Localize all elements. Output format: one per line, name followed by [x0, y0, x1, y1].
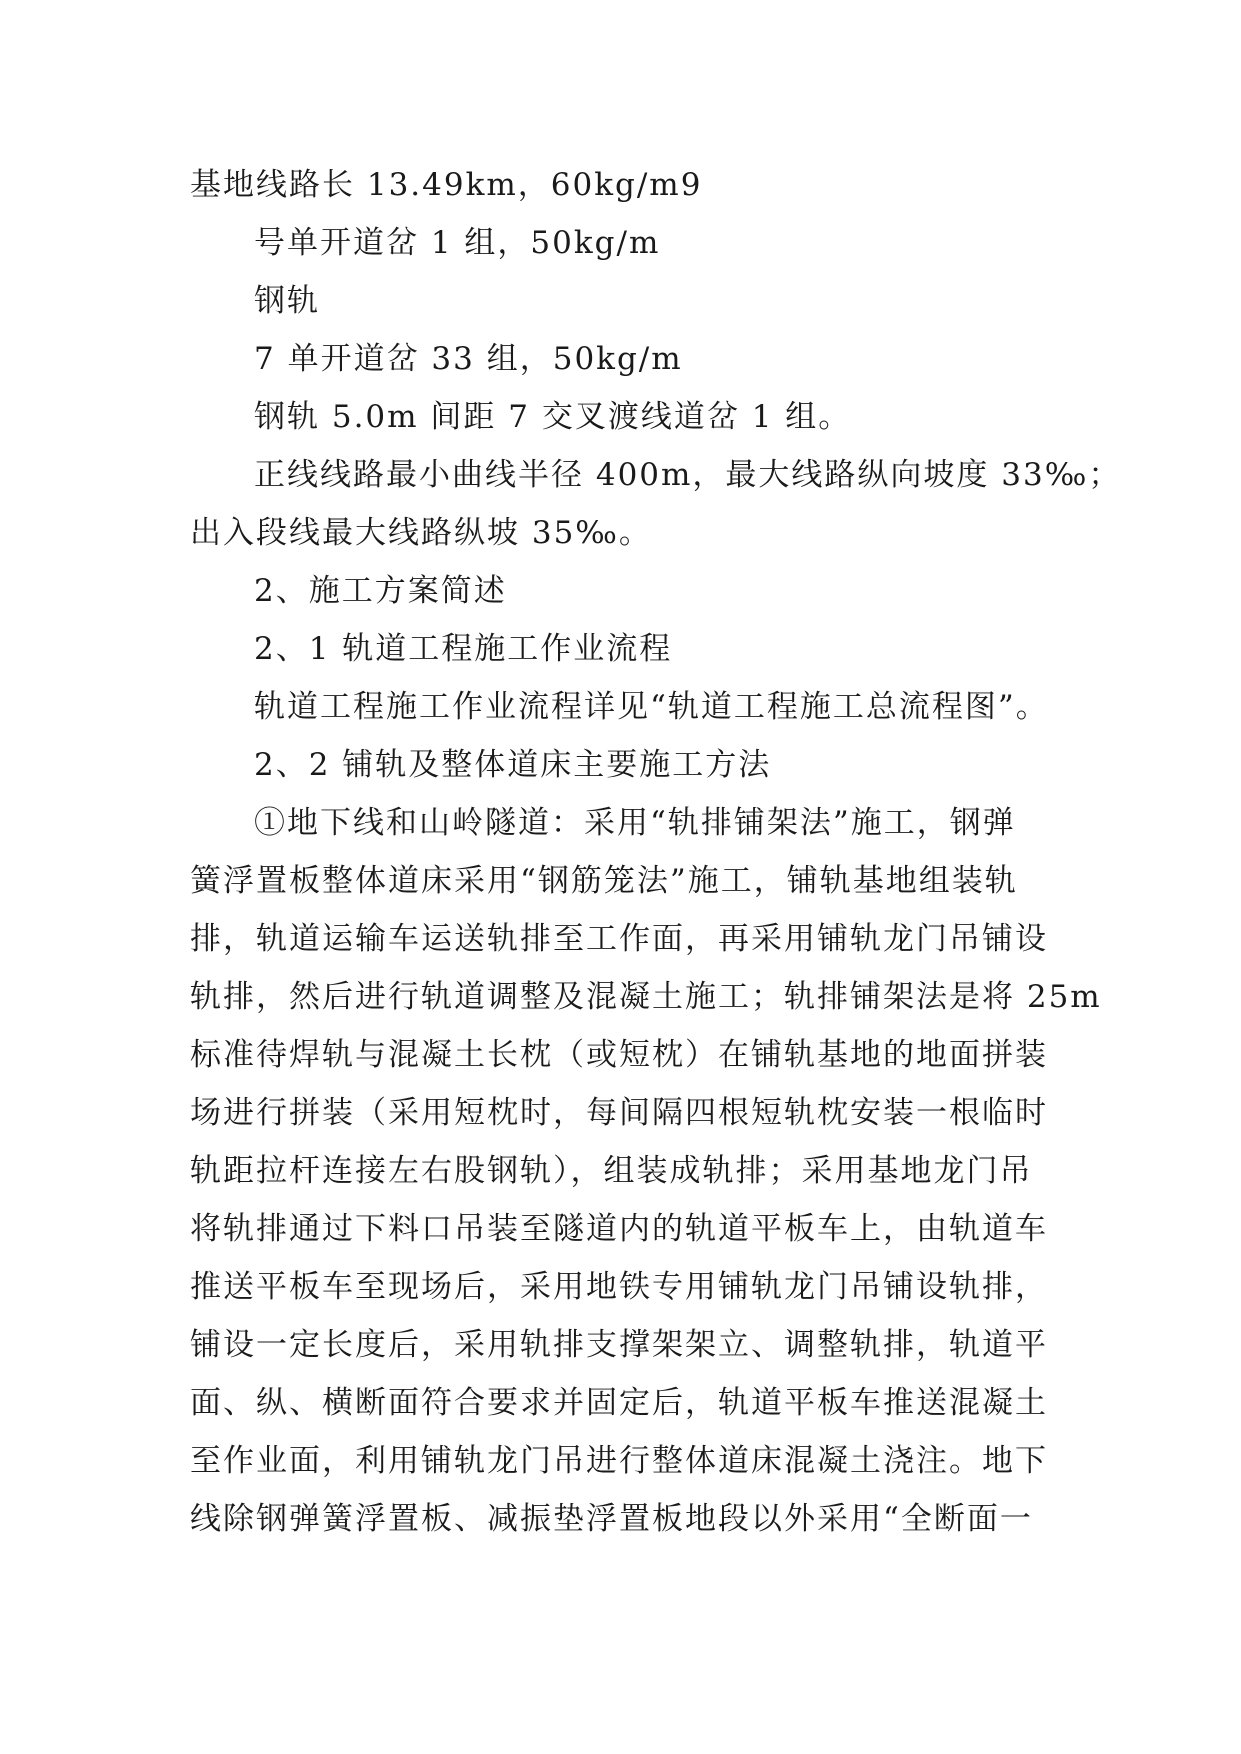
text-line: ①地下线和山岭隧道：采用“轨排铺架法”施工，钢弹	[254, 805, 1016, 841]
text-line: 铺设一定长度后，采用轨排支撑架架立、调整轨排，轨道平	[190, 1327, 1048, 1363]
text-line: 排，轨道运输车运送轨排至工作面，再采用铺轨龙门吊铺设	[190, 921, 1048, 957]
section-heading: 2、施工方案简述	[254, 573, 507, 609]
text-line: 号单开道岔 1 组，50kg/m	[254, 225, 661, 261]
text-line: 钢轨	[254, 283, 320, 319]
text-line: 至作业面，利用铺轨龙门吊进行整体道床混凝土浇注。地下	[190, 1443, 1048, 1479]
text-line: 基地线路长 13.49km，60kg/m9	[190, 167, 703, 203]
text-line: 正线线路最小曲线半径 400m，最大线路纵向坡度 33‰；	[254, 457, 1122, 493]
text-line: 簧浮置板整体道床采用“钢筋笼法”施工，铺轨基地组装轨	[190, 863, 1018, 899]
text-line: 推送平板车至现场后，采用地铁专用铺轨龙门吊铺设轨排，	[190, 1269, 1048, 1305]
subsection-heading: 2、1 轨道工程施工作业流程	[254, 631, 673, 667]
text-line: 轨道工程施工作业流程详见“轨道工程施工总流程图”。	[254, 689, 1049, 725]
subsection-heading: 2、2 铺轨及整体道床主要施工方法	[254, 747, 772, 783]
text-line: 场进行拼装（采用短枕时，每间隔四根短轨枕安装一根临时	[190, 1095, 1048, 1131]
text-line: 线除钢弹簧浮置板、减振垫浮置板地段以外采用“全断面一	[190, 1501, 1033, 1537]
text-line: 将轨排通过下料口吊装至隧道内的轨道平板车上，由轨道车	[190, 1211, 1048, 1247]
text-line: 轨排，然后进行轨道调整及混凝土施工；轨排铺架法是将 25m	[190, 979, 1102, 1015]
text-line: 钢轨 5.0m 间距 7 交叉渡线道岔 1 组。	[254, 399, 852, 435]
text-line: 标准待焊轨与混凝土长枕（或短枕）在铺轨基地的地面拼装	[190, 1037, 1048, 1073]
text-line: 轨距拉杆连接左右股钢轨），组装成轨排；采用基地龙门吊	[190, 1153, 1033, 1189]
text-line: 出入段线最大线路纵坡 35‰。	[190, 515, 652, 551]
text-line: 7 单开道岔 33 组，50kg/m	[254, 341, 683, 377]
text-line: 面、纵、横断面符合要求并固定后，轨道平板车推送混凝土	[190, 1385, 1048, 1421]
